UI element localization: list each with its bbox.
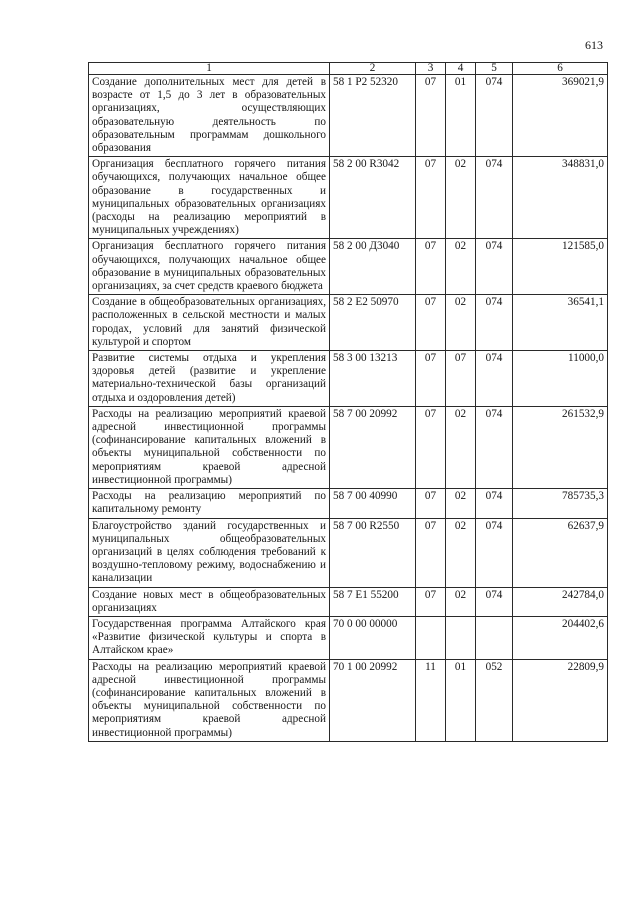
row-code: 58 2 00 Д3040: [330, 239, 416, 295]
row-subsection: 02: [446, 406, 476, 488]
table-row: [89, 295, 608, 351]
row-code: 58 2 00 R3042: [330, 157, 416, 239]
row-section: 07: [416, 295, 446, 351]
table-row: [89, 406, 608, 488]
row-subsection: 02: [446, 587, 476, 616]
budget-table: [88, 62, 608, 742]
row-code: 58 7 00 R2550: [330, 518, 416, 587]
row-section: 07: [416, 587, 446, 616]
row-expense-type: 052: [476, 659, 513, 741]
table-row: [89, 489, 608, 518]
row-description: Благоустройство зданий государственных и муниципальных общеобразовательных организаций в целях соблюдения требований к воздушно-тепловому режиму, водоснабжению и канализации: [89, 518, 330, 587]
row-subsection: 01: [446, 75, 476, 157]
header-col-1: 1: [89, 63, 330, 75]
row-code: 58 7 00 20992: [330, 406, 416, 488]
row-section: 07: [416, 157, 446, 239]
header-col-5: 5: [476, 63, 513, 75]
header-col-6: 6: [513, 63, 608, 75]
row-amount: 261532,9: [513, 406, 608, 488]
row-amount: 22809,9: [513, 659, 608, 741]
row-amount: 11000,0: [513, 351, 608, 407]
table-row: [89, 518, 608, 587]
row-section: [416, 616, 446, 659]
row-expense-type: 074: [476, 239, 513, 295]
row-amount: 785735,3: [513, 489, 608, 518]
row-subsection: 02: [446, 489, 476, 518]
table-row: [89, 157, 608, 239]
row-description: Создание дополнительных мест для детей в возрасте от 1,5 до 3 лет в образовательных организациях, осуществляющих образовательную деятельность по образовательным программам дошкольного образования: [89, 75, 330, 157]
row-code: 70 1 00 20992: [330, 659, 416, 741]
header-col-3: 3: [416, 63, 446, 75]
row-description: Развитие системы отдыха и укрепления здоровья детей (развитие и укрепление материально-технической базы организаций отдыха и оздоровления детей): [89, 351, 330, 407]
row-subsection: 02: [446, 518, 476, 587]
header-col-4: 4: [446, 63, 476, 75]
row-amount: 36541,1: [513, 295, 608, 351]
row-amount: 242784,0: [513, 587, 608, 616]
table-header-row: [89, 63, 608, 75]
row-code: 58 7 Е1 55200: [330, 587, 416, 616]
row-expense-type: 074: [476, 518, 513, 587]
row-subsection: 02: [446, 157, 476, 239]
table-row: [89, 75, 608, 157]
row-amount: 369021,9: [513, 75, 608, 157]
table-row: [89, 351, 608, 407]
table-row: [89, 659, 608, 741]
row-section: 07: [416, 518, 446, 587]
row-section: 07: [416, 351, 446, 407]
row-amount: 204402,6: [513, 616, 608, 659]
row-description: Расходы на реализацию мероприятий краевой адресной инвестиционной программы (софинансирование капитальных вложений в объекты муниципальной собственности по мероприятиям краевой адресной инвестиционной программы): [89, 406, 330, 488]
row-expense-type: 074: [476, 587, 513, 616]
row-description: Создание новых мест в общеобразовательных организациях: [89, 587, 330, 616]
row-code: 58 7 00 40990: [330, 489, 416, 518]
row-code: 58 2 Е2 50970: [330, 295, 416, 351]
row-section: 07: [416, 75, 446, 157]
table-row: [89, 239, 608, 295]
header-col-2: 2: [330, 63, 416, 75]
row-amount: 121585,0: [513, 239, 608, 295]
row-description: Организация бесплатного горячего питания обучающихся, получающих начальное общее образование в государственных и муниципальных образовательных организациях (расходы на реализацию мероприятий в муниципальных учреждениях): [89, 157, 330, 239]
row-expense-type: [476, 616, 513, 659]
row-expense-type: 074: [476, 75, 513, 157]
row-description: Расходы на реализацию мероприятий краевой адресной инвестиционной программы (софинансирование капитальных вложений в объекты муниципальной собственности по мероприятиям краевой адресной инвестиционной программы): [89, 659, 330, 741]
row-code: 58 1 Р2 52320: [330, 75, 416, 157]
row-subsection: [446, 616, 476, 659]
row-expense-type: 074: [476, 157, 513, 239]
row-subsection: 07: [446, 351, 476, 407]
row-description: Создание в общеобразовательных организациях, расположенных в сельской местности и малых городах, условий для занятий физической культурой и спортом: [89, 295, 330, 351]
table-row: [89, 616, 608, 659]
row-amount: 348831,0: [513, 157, 608, 239]
row-amount: 62637,9: [513, 518, 608, 587]
page-number: 613: [585, 38, 603, 52]
row-description: Организация бесплатного горячего питания обучающихся, получающих начальное общее образование в муниципальных образовательных организациях, за счет средств краевого бюджета: [89, 239, 330, 295]
row-code: 58 3 00 13213: [330, 351, 416, 407]
row-subsection: 02: [446, 295, 476, 351]
row-section: 07: [416, 239, 446, 295]
row-expense-type: 074: [476, 406, 513, 488]
row-expense-type: 074: [476, 295, 513, 351]
row-section: 07: [416, 489, 446, 518]
row-subsection: 01: [446, 659, 476, 741]
row-section: 11: [416, 659, 446, 741]
row-expense-type: 074: [476, 351, 513, 407]
row-description: Государственная программа Алтайского края «Развитие физической культуры и спорта в Алтайском крае»: [89, 616, 330, 659]
row-description: Расходы на реализацию мероприятий по капитальному ремонту: [89, 489, 330, 518]
table-row: [89, 587, 608, 616]
row-subsection: 02: [446, 239, 476, 295]
row-section: 07: [416, 406, 446, 488]
row-expense-type: 074: [476, 489, 513, 518]
row-code: 70 0 00 00000: [330, 616, 416, 659]
